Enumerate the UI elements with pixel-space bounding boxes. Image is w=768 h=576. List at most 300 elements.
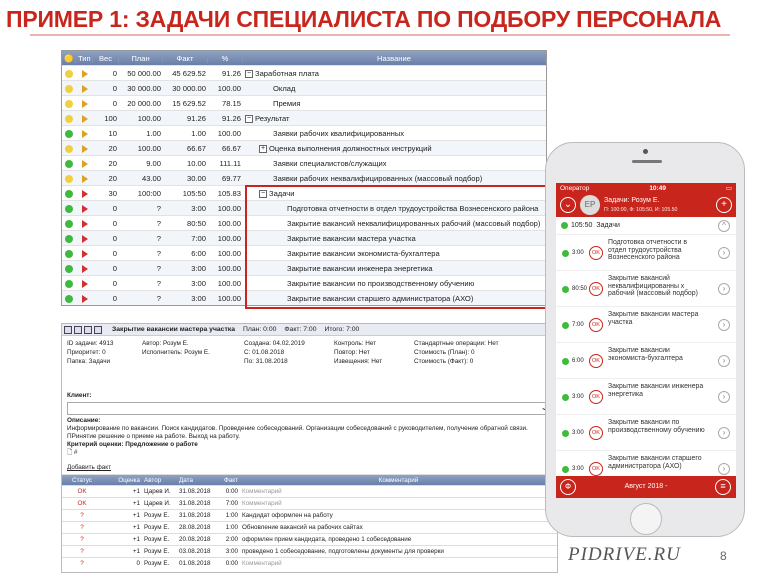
table-row[interactable]: [62, 509, 557, 521]
description-text: Информирование по вакансии. Поиск кандидатов. Проведение собеседований. Организации собеседований с руководителем, получение обратной связи. ПРинятие решение о приеме на работе. Выход на работу.: [67, 425, 528, 440]
expand-toggle-icon[interactable]: −: [246, 69, 252, 77]
fact-score: +1: [132, 512, 140, 519]
client-select[interactable]: [67, 402, 552, 415]
table-row[interactable]: [62, 557, 557, 569]
flag-icon: [76, 174, 93, 183]
percent-cell: 100.00: [217, 218, 241, 228]
percent-cell: 100.00: [217, 263, 241, 273]
group-header-tasks[interactable]: [556, 217, 736, 235]
fact-cell: 1.00: [191, 128, 206, 138]
fact-cell: 3:00: [191, 278, 206, 288]
fact-date: 31.08.2018: [179, 488, 211, 495]
task-end: По: 31.08.2018: [244, 358, 288, 365]
percent-cell: 105.83: [217, 188, 241, 198]
flag-icon: [76, 84, 93, 93]
item-text: Закрытие вакансии мастера участка: [608, 311, 699, 326]
flag-icon: [76, 189, 93, 198]
name-cell[interactable]: [243, 114, 546, 123]
row-name: Заявки рабочих неквалифицированных (массовый подбор): [273, 173, 483, 183]
fact-cell: 10.00: [186, 158, 206, 168]
task-start: С: 01.08.2018: [244, 349, 285, 356]
plan-cell: ?: [156, 233, 161, 243]
task-priority: Приоритет: 0: [67, 349, 106, 356]
plan-cell: 100:00: [137, 188, 161, 198]
status-dot-icon: [62, 114, 76, 123]
plan-cell: 30 000.00: [127, 83, 161, 93]
percent-cell: 100.00: [217, 203, 241, 213]
flag-icon: [76, 294, 93, 303]
fact-author: Розум Е.: [144, 548, 170, 555]
chevron-down-icon[interactable]: ⌄: [560, 197, 576, 213]
flag-icon: [76, 264, 93, 273]
status-dot-icon: [62, 84, 76, 93]
header-type[interactable]: Тип: [76, 54, 93, 63]
percent-cell: 111.11: [219, 158, 241, 168]
fact-status: ?: [80, 512, 84, 519]
item-time: 3:00: [572, 394, 584, 400]
task-repeat: Повтор: Нет: [334, 349, 370, 356]
weight-cell: 0: [112, 233, 117, 243]
period-selector[interactable]: Август 2018 -: [624, 483, 668, 490]
fact-comment: Обновление вакансий на рабочих сайтах: [242, 524, 363, 531]
fact-status: OK: [77, 488, 87, 495]
fact-status: ?: [80, 524, 84, 531]
plan-cell: 50 000.00: [127, 68, 161, 78]
item-text: Закрытие вакансии экономиста-бухгалтера: [608, 347, 683, 362]
facts-header-status: Статус: [72, 476, 92, 484]
status-dot-icon: [62, 264, 76, 273]
table-row[interactable]: [62, 125, 546, 140]
phone-screen: [556, 183, 736, 498]
percent-cell: 69.77: [221, 173, 241, 183]
percent-cell: 100.00: [217, 293, 241, 303]
percent-cell: 100.00: [217, 233, 241, 243]
criteria-text: Критерий оценки: Предложение о работе: [67, 441, 198, 448]
phone-footer: [556, 476, 736, 498]
fact-author: Царев И.: [144, 488, 171, 495]
item-text: Закрытие вакансии инженера энергетика: [608, 383, 704, 398]
flag-icon: [76, 249, 93, 258]
facts-header-author: Автор: [144, 476, 162, 484]
task-id: ID задачи: 4913: [67, 340, 114, 347]
chevron-right-icon[interactable]: ›: [718, 355, 730, 367]
fact-date: 20.08.2018: [179, 536, 211, 543]
row-name: Закрытие вакансии экономиста-бухгалтера: [287, 248, 440, 258]
header-plan[interactable]: План: [119, 54, 163, 63]
percent-cell: 78.15: [221, 98, 241, 108]
weight-cell: 0: [112, 68, 117, 78]
status-dot-icon: [62, 219, 76, 228]
fact-status: ?: [80, 560, 84, 567]
group-label: Задачи: [596, 222, 620, 229]
fact-cell: 15 629.52: [172, 98, 206, 108]
attach-icons: [62, 449, 557, 457]
task-cost-fact: Стоимость (Факт): 0: [414, 358, 474, 365]
collapse-icon[interactable]: ^: [718, 220, 730, 232]
fact-cell: 80:50: [186, 218, 206, 228]
file-icon[interactable]: 🗋: [67, 449, 73, 456]
task-control: Контроль: Нет: [334, 340, 377, 347]
fact-date: 03.08.2018: [179, 548, 211, 555]
table-row[interactable]: [62, 110, 546, 125]
tasks-highlight-frame: [245, 185, 547, 309]
status-dot-icon: [562, 466, 569, 473]
fact-time: 3:00: [225, 548, 238, 555]
brand-footer: PIDRIVE.RU: [568, 544, 681, 565]
fact-cell: 30.00: [186, 173, 206, 183]
fact-cell: 105:50: [182, 188, 206, 198]
fact-score: +1: [132, 548, 140, 555]
row-name: Закрытие вакансии по производственному обучению: [287, 278, 475, 288]
weight-cell: 0: [112, 98, 117, 108]
plan-cell: 9.00: [146, 158, 161, 168]
row-name: Задачи: [269, 188, 295, 198]
phone-nav-bar: [556, 193, 736, 217]
table-row[interactable]: [62, 497, 557, 509]
task-plan: План: 0:00: [242, 326, 277, 333]
weight-cell: 0: [112, 263, 117, 273]
name-cell[interactable]: [243, 99, 546, 108]
row-name: Закрытие вакансии инженера энергетика: [287, 263, 433, 273]
fact-cell: 30 000.00: [172, 83, 206, 93]
plan-cell: 100.00: [137, 113, 161, 123]
task-assignee: Исполнитель: Розум Е.: [142, 349, 210, 356]
add-icon[interactable]: +: [716, 197, 732, 213]
header-status-icon: 🟡: [62, 54, 76, 63]
avatar[interactable]: ЕР: [580, 195, 600, 215]
expand-toggle-icon[interactable]: −: [260, 189, 266, 197]
task-author: Автор: Розум Е.: [142, 340, 189, 347]
props-col-5: [414, 339, 499, 366]
plan-cell: ?: [156, 278, 161, 288]
header-weight[interactable]: Вес: [93, 54, 119, 63]
list-item[interactable]: [556, 271, 736, 307]
group-time: 105:50: [571, 222, 593, 229]
percent-cell: 100.00: [217, 278, 241, 288]
fact-cell: 6:00: [191, 248, 206, 258]
row-name: Закрытие вакансий неквалифицированных рабочий (массовый подбор): [287, 218, 541, 228]
header-percent[interactable]: %: [208, 54, 243, 63]
ok-badge[interactable]: OK: [589, 462, 603, 476]
task-properties: [62, 336, 557, 392]
row-name: Закрытие вакансии мастера участка: [287, 233, 416, 243]
fact-date: 01.08.2018: [179, 560, 211, 567]
ok-badge[interactable]: OK: [589, 246, 603, 260]
status-dot-icon: [562, 394, 569, 401]
page-number: 8: [720, 549, 727, 563]
plan-cell: ?: [156, 248, 161, 258]
plan-cell: ?: [156, 293, 161, 303]
item-text: Закрытие вакансии по производственному обучению: [608, 419, 705, 434]
percent-cell: 66.67: [221, 143, 241, 153]
status-dot-icon: [562, 358, 569, 365]
expand-toggle-icon[interactable]: +: [260, 144, 266, 152]
weight-cell: 20: [108, 173, 117, 183]
fact-cell: 91.26: [186, 113, 206, 123]
task-notifications: Извещения: Нет: [334, 358, 383, 365]
status-dot-icon: [62, 99, 76, 108]
fact-cell: 66.67: [186, 143, 206, 153]
fact-date: 28.08.2018: [179, 524, 211, 531]
fact-status: OK: [77, 500, 87, 507]
name-cell[interactable]: [243, 174, 546, 183]
fact-comment: Кандидат оформлен на работу: [242, 512, 333, 519]
flag-icon: [76, 114, 93, 123]
ok-badge[interactable]: OK: [589, 318, 603, 332]
status-dot-icon: [62, 249, 76, 258]
item-time: 3:00: [572, 250, 584, 256]
table-row[interactable]: [62, 80, 546, 95]
hash-icon[interactable]: #: [73, 449, 78, 456]
row-name: Результат: [255, 113, 290, 123]
name-cell[interactable]: [243, 129, 546, 138]
carrier: Оператор: [560, 184, 590, 192]
table-row[interactable]: [62, 140, 546, 155]
fact-cell: 45 629.52: [172, 68, 206, 78]
menu-icon[interactable]: ≡: [715, 479, 731, 495]
row-name: Премия: [273, 98, 301, 108]
fact-cell: 3:00: [191, 203, 206, 213]
speaker-icon: [632, 160, 662, 163]
props-col-4: [334, 339, 382, 366]
title-underline: [30, 34, 730, 36]
status-dot-icon: [62, 159, 76, 168]
close-icon[interactable]: [64, 326, 72, 334]
percent-cell: 100.00: [217, 248, 241, 258]
row-name: Подготовка отчетности в отдел трудоустройства Вознесенского района: [287, 203, 539, 213]
chevron-right-icon[interactable]: ›: [718, 319, 730, 331]
table-row[interactable]: [62, 65, 546, 80]
fact-author: Розум Е.: [144, 512, 170, 519]
facts-table-body: [62, 485, 557, 569]
item-time: 6:00: [572, 358, 584, 364]
fact-score: +1: [132, 500, 140, 507]
fact-time: 1:00: [225, 512, 238, 519]
status-dot-icon: [62, 69, 76, 78]
fact-score: +1: [132, 524, 140, 531]
item-time: 80:50: [572, 286, 588, 292]
list-item[interactable]: [556, 379, 736, 415]
facts-header-comment: Комментарий: [378, 476, 419, 484]
flag-icon: [76, 159, 93, 168]
nav-title: Задачи: Розум Е.: [604, 197, 660, 204]
flag-icon: [76, 234, 93, 243]
fact-score: +1: [132, 488, 140, 495]
weight-cell: 0: [112, 218, 117, 228]
header-fact[interactable]: Факт: [163, 54, 208, 63]
name-cell[interactable]: [243, 84, 546, 93]
fact-cell: 3:00: [191, 293, 206, 303]
table-row[interactable]: [62, 155, 546, 170]
task-standard-ops: Стандартные операции: Нет: [414, 340, 499, 347]
chevron-right-icon[interactable]: ›: [718, 463, 730, 475]
fact-author: Розум Е.: [144, 536, 170, 543]
weight-cell: 30: [108, 188, 117, 198]
fact-time: 2:00: [225, 536, 238, 543]
flag-icon: [76, 69, 93, 78]
flag-icon: [76, 144, 93, 153]
fact-cell: 3:00: [191, 263, 206, 273]
fact-comment: проведено 1 собеседование, подготовлены документы для проверки: [242, 548, 444, 555]
weight-cell: 0: [112, 278, 117, 288]
battery-icon: ▭: [725, 185, 732, 192]
facts-table: [62, 464, 557, 569]
ok-badge[interactable]: OK: [589, 426, 603, 440]
ok-badge[interactable]: OK: [589, 390, 603, 404]
item-text: Закрытие вакансии старшего администратора (АХО): [608, 455, 702, 470]
flag-icon: [76, 279, 93, 288]
status-dot-icon: [562, 322, 569, 329]
chevron-right-icon[interactable]: ›: [718, 247, 730, 259]
client-label: Клиент:: [67, 392, 92, 399]
save-icon[interactable]: [94, 326, 102, 334]
phone-task-list: [556, 235, 736, 487]
name-cell[interactable]: [243, 144, 546, 153]
task-total: Итого: 7:00: [324, 326, 360, 333]
table-row[interactable]: [62, 95, 546, 110]
name-cell[interactable]: [243, 69, 546, 78]
filter-icon[interactable]: Ф: [560, 479, 576, 495]
task-name: Закрытие вакансии мастера участка: [112, 326, 235, 333]
fact-comment: Комментарий: [242, 500, 282, 507]
name-cell[interactable]: [243, 159, 546, 168]
status-dot-icon: [62, 129, 76, 138]
item-time: 3:00: [572, 466, 584, 472]
percent-cell: 91.26: [221, 113, 241, 123]
row-name: Оклад: [273, 83, 296, 93]
list-item[interactable]: [556, 343, 736, 379]
table-row[interactable]: [62, 485, 557, 497]
fact-time: 7:00: [225, 500, 238, 507]
task-folder: Папка: Задачи: [67, 358, 111, 365]
weight-cell: 20: [108, 143, 117, 153]
weight-cell: 0: [112, 83, 117, 93]
add-fact-link[interactable]: Добавить факт: [67, 464, 111, 471]
plan-cell: ?: [156, 203, 161, 213]
phone-mockup: [545, 142, 745, 537]
task-detail-header: [62, 324, 557, 336]
percent-cell: 100.00: [217, 128, 241, 138]
weight-cell: 0: [112, 248, 117, 258]
fact-date: 31.08.2018: [179, 500, 211, 507]
percent-cell: 100.00: [217, 83, 241, 93]
status-dot-icon: [62, 189, 76, 198]
fact-status: ?: [80, 536, 84, 543]
chevron-right-icon[interactable]: ›: [718, 427, 730, 439]
home-button[interactable]: [630, 503, 662, 535]
kpi-table-header: [62, 51, 546, 65]
status-dot-icon: [62, 279, 76, 288]
copy-icon[interactable]: [84, 326, 92, 334]
status-dot-icon: [562, 250, 569, 257]
header-name[interactable]: Название: [243, 54, 546, 63]
table-row[interactable]: [62, 521, 557, 533]
status-dot-icon: [562, 286, 569, 293]
flag-icon: [76, 219, 93, 228]
weight-cell: 100: [104, 113, 117, 123]
fact-comment: оформлен прием кандидата, проведено 1 собеседование: [242, 536, 412, 543]
fact-author: Розум Е.: [144, 524, 170, 531]
fact-time: 0:00: [225, 488, 238, 495]
flag-icon: [76, 129, 93, 138]
item-time: 7:00: [572, 322, 584, 328]
expand-toggle-icon[interactable]: −: [246, 114, 252, 122]
row-name: Закрытие вакансии старшего администратора (АХО): [287, 293, 474, 303]
status-dot-icon: [561, 222, 568, 229]
row-name: Заявки рабочих квалифицированных: [273, 128, 405, 138]
status-dot-icon: [62, 144, 76, 153]
facts-header-date: Дата: [179, 476, 193, 484]
ok-badge[interactable]: OK: [589, 354, 603, 368]
plan-cell: 43.00: [141, 173, 161, 183]
props-col-1: [67, 339, 113, 366]
fact-author: Царев И.: [144, 500, 171, 507]
plan-cell: 100.00: [137, 143, 161, 153]
row-name: Оценка выполнения должностных инструкций: [269, 143, 432, 153]
nav-subtitle: П: 100:00, Ф: 105:50, И: 105.50: [604, 207, 678, 213]
task-detail-panel: [61, 323, 558, 573]
row-name: Заявки специалистов/служащих: [273, 158, 387, 168]
fact-score: +1: [132, 536, 140, 543]
list-item[interactable]: [556, 235, 736, 271]
fact-status: ?: [80, 548, 84, 555]
facts-header-fact: Факт: [224, 476, 238, 484]
description-label: Описание:: [67, 417, 101, 424]
list-item[interactable]: [556, 307, 736, 343]
camera-icon: [643, 149, 648, 154]
status-dot-icon: [62, 294, 76, 303]
fact-cell: 7:00: [191, 233, 206, 243]
table-row[interactable]: [62, 170, 546, 185]
item-time: 3:00: [572, 430, 584, 436]
percent-cell: 91.26: [221, 68, 241, 78]
status-dot-icon: [562, 430, 569, 437]
list-item[interactable]: [556, 415, 736, 451]
item-text: Подготовка отчетности в отдел трудоустройства Вознесенского района: [608, 239, 688, 262]
weight-cell: 10: [108, 128, 117, 138]
plan-cell: 20 000.00: [127, 98, 161, 108]
flag-icon: [76, 204, 93, 213]
props-col-2: [142, 339, 210, 357]
weight-cell: 0: [112, 293, 117, 303]
status-dot-icon: [62, 204, 76, 213]
slide-title: ПРИМЕР 1: ЗАДАЧИ СПЕЦИАЛИСТА ПО ПОДБОРУ ПЕРСОНАЛА: [6, 6, 722, 32]
task-fact: Факт: 7:00: [284, 326, 317, 333]
clock: 10:49: [649, 184, 666, 192]
chevron-right-icon[interactable]: ›: [718, 391, 730, 403]
weight-cell: 20: [108, 158, 117, 168]
task-cost-plan: Стоимость (План): 0: [414, 349, 475, 356]
fact-date: 31.08.2018: [179, 512, 211, 519]
fact-comment: Комментарий: [242, 488, 282, 495]
task-created: Создана: 04.02.2019: [244, 340, 305, 347]
ok-badge[interactable]: OK: [589, 282, 603, 296]
fact-author: Розум Е.: [144, 560, 170, 567]
fact-time: 1:00: [225, 524, 238, 531]
edit-icon[interactable]: [74, 326, 82, 334]
row-name: Заработная плата: [255, 68, 319, 78]
weight-cell: 0: [112, 203, 117, 213]
fact-time: 0:00: [225, 560, 238, 567]
status-bar: [556, 183, 736, 193]
plan-cell: ?: [156, 263, 161, 273]
table-row[interactable]: [62, 545, 557, 557]
fact-comment: Комментарий: [242, 560, 282, 567]
flag-icon: [76, 99, 93, 108]
table-row[interactable]: [62, 533, 557, 545]
chevron-right-icon[interactable]: ›: [718, 283, 730, 295]
props-col-3: [244, 339, 305, 366]
